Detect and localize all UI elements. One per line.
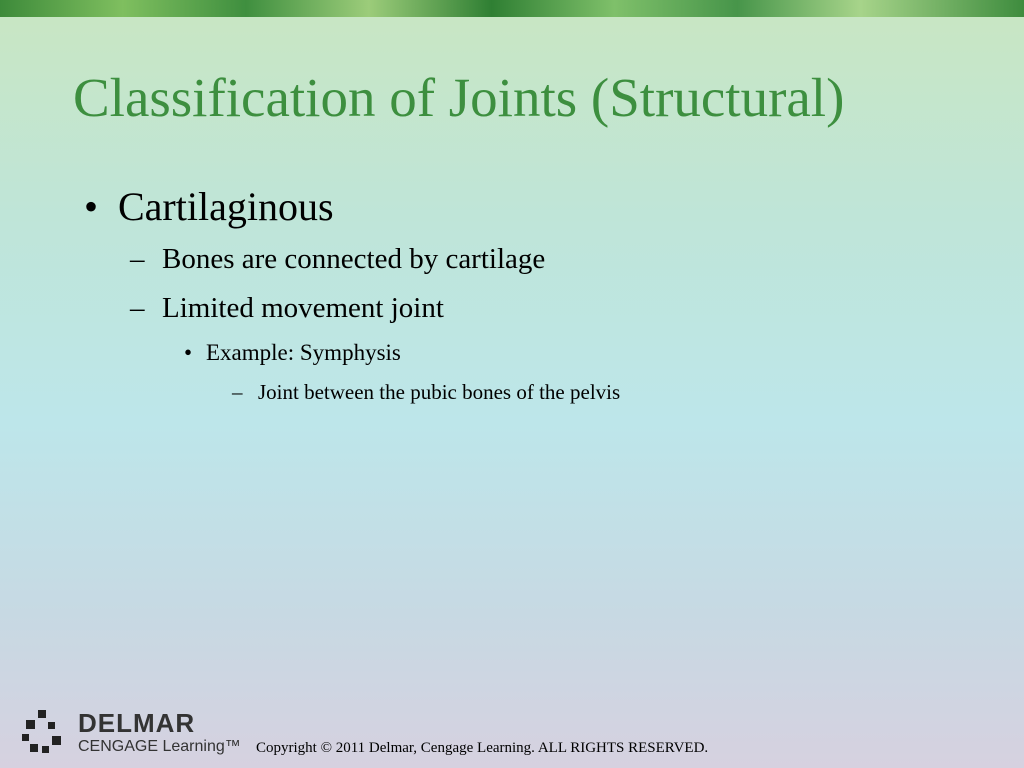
bullet-text: Limited movement joint: [162, 292, 444, 324]
bullet-marker: •: [84, 184, 99, 229]
copyright-notice: Copyright © 2011 Delmar, Cengage Learning. ALL RIGHTS RESERVED.: [256, 740, 709, 756]
bullet-level1: [84, 183, 334, 230]
dash-marker: –: [130, 243, 145, 275]
logo-text-cengage: CENGAGE Learning™: [78, 738, 241, 755]
dash-marker: –: [130, 292, 145, 324]
bullet-level3: [184, 340, 401, 366]
delmar-cengage-logo: [22, 708, 252, 758]
top-decorative-stripe: [0, 0, 1024, 17]
bullet-level2-2: [130, 292, 444, 325]
logo-mark-icon: [22, 710, 66, 754]
bullet-marker: •: [184, 340, 193, 365]
bullet-text: Cartilaginous: [118, 184, 334, 229]
bullet-text: Joint between the pubic bones of the pelvis: [258, 380, 621, 404]
bullet-text: Bones are connected by cartilage: [162, 243, 546, 275]
bullet-level2-1: [130, 243, 545, 276]
logo-text-delmar: DELMAR: [78, 708, 196, 738]
bullet-level4: [232, 380, 620, 405]
slide-title: Classification of Joints (Structural): [73, 67, 845, 128]
bullet-text: Example: Symphysis: [206, 340, 401, 365]
dash-marker: –: [232, 380, 243, 404]
